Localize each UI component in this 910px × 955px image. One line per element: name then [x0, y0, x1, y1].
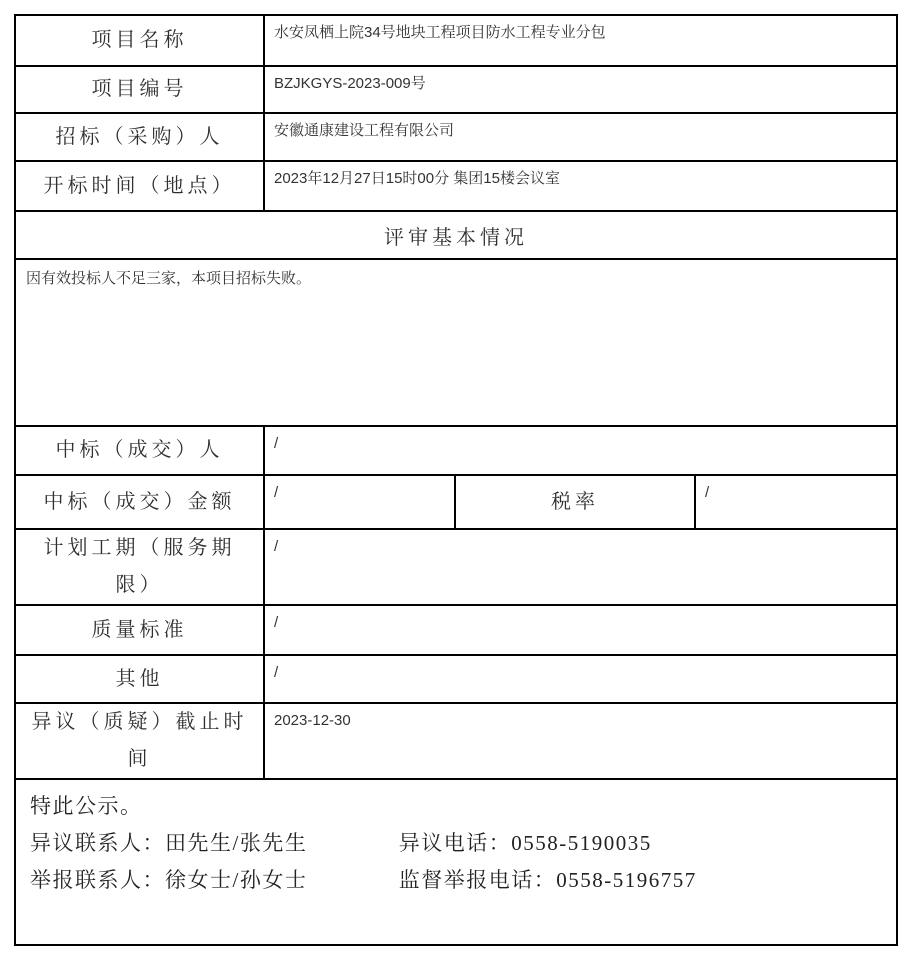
- amount-tax-row: [15, 475, 897, 529]
- project-number-row: [15, 66, 897, 113]
- other-label-cell: [15, 655, 264, 703]
- tax-rate-value: /: [695, 475, 897, 529]
- quality-standard-row: [15, 605, 897, 655]
- tenderee-label-cell: [15, 113, 264, 161]
- planned-duration-row: [15, 529, 897, 605]
- project-number-label: 项目编号: [91, 78, 188, 100]
- tax-rate-label-cell: [455, 475, 695, 529]
- project-name-value: 水安凤栖上院34号地块工程项目防水工程专业分包: [264, 15, 897, 66]
- review-section-title: 评审基本情况: [15, 211, 897, 259]
- tenderee-label: 招标（采购）人: [55, 125, 224, 148]
- planned-duration-label: 计划工期（服务期限）: [43, 537, 236, 596]
- footer-cell: [15, 779, 897, 945]
- winner-label: 中标（成交）人: [55, 439, 224, 461]
- review-header-row: [15, 211, 897, 259]
- planned-duration-label-cell: [15, 529, 264, 605]
- footer-notice: 特此公示。: [30, 794, 143, 818]
- objection-deadline-label: 异议（质疑）截止时间: [31, 711, 248, 770]
- project-number-value: BZJKGYS-2023-009号: [264, 66, 897, 113]
- bid-opening-row: [15, 161, 897, 211]
- tenderee-row: [15, 113, 897, 161]
- quality-standard-value: /: [264, 605, 897, 655]
- objection-contact-line: [30, 825, 882, 862]
- other-row: [15, 655, 897, 703]
- award-amount-label: 中标（成交）金额: [43, 490, 236, 513]
- winner-row: [15, 426, 897, 475]
- project-name-row: [15, 15, 897, 66]
- project-name-label-cell: [15, 15, 264, 66]
- objection-contact: 异议联系人：田先生/张先生: [30, 831, 308, 855]
- review-result-text: 因有效投标人不足三家，本项目招标失败。: [15, 259, 897, 426]
- objection-deadline-label-cell: [15, 703, 264, 779]
- award-amount-value: /: [264, 475, 455, 529]
- project-number-label-cell: [15, 66, 264, 113]
- objection-deadline-row: [15, 703, 897, 779]
- other-label: 其他: [115, 667, 164, 690]
- objection-phone: 异议电话：0558-5190035: [398, 831, 652, 855]
- tenderee-value: 安徽通康建设工程有限公司: [264, 113, 897, 161]
- report-phone: 监督举报电话：0558-5196757: [398, 868, 697, 892]
- project-name-label: 项目名称: [91, 29, 188, 51]
- bid-opening-value: 2023年12月27日15时00分 集团15楼会议室: [264, 161, 897, 211]
- other-value: /: [264, 655, 897, 703]
- bid-opening-label: 开标时间（地点）: [43, 174, 236, 197]
- report-contact: 举报联系人：徐女士/孙女士: [30, 868, 308, 892]
- quality-standard-label-cell: [15, 605, 264, 655]
- quality-standard-label: 质量标准: [91, 618, 188, 641]
- award-amount-label-cell: [15, 475, 264, 529]
- winner-value: /: [264, 426, 897, 475]
- announcement-table: [14, 14, 898, 946]
- footer-row: [15, 779, 897, 945]
- objection-deadline-value: 2023-12-30: [264, 703, 897, 779]
- review-result-row: [15, 259, 897, 426]
- tax-rate-label: 税率: [551, 490, 599, 513]
- bid-opening-label-cell: [15, 161, 264, 211]
- report-contact-line: [30, 862, 882, 899]
- planned-duration-value: /: [264, 529, 897, 605]
- winner-label-cell: [15, 426, 264, 475]
